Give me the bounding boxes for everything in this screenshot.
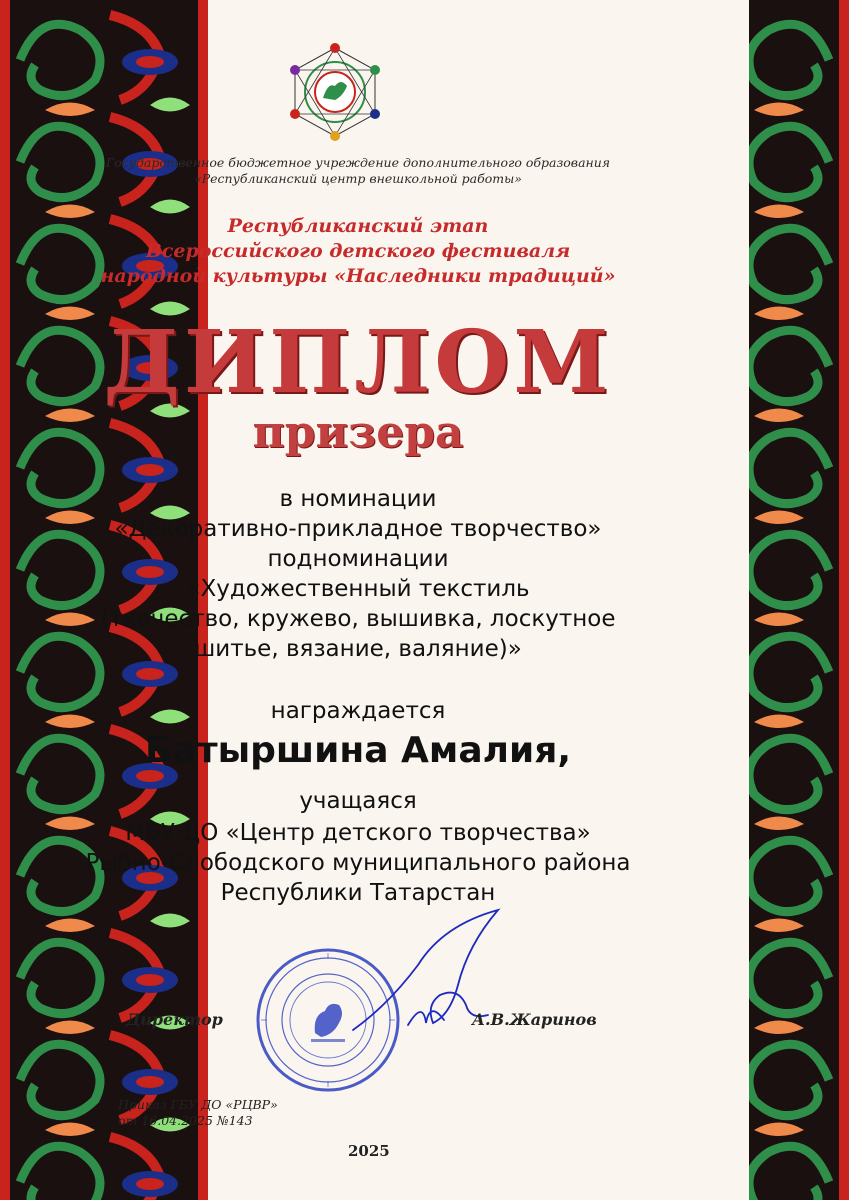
recipient-role: учащаяся <box>299 788 417 814</box>
recipient-name: Батыршина Амалия, <box>144 730 572 771</box>
institution-line2: Рыбно-Слободского муниципального района <box>85 850 631 876</box>
awarded-label: награждается <box>270 698 446 724</box>
organization-line2: «Республиканский центр внешкольной работы» <box>194 171 522 186</box>
emblem-logo-icon <box>283 40 387 144</box>
signatory-name: А.В.Жаринов <box>472 1010 597 1029</box>
year: 2025 <box>348 1142 390 1160</box>
institution-block <box>58 818 658 908</box>
diploma-subtitle: призера <box>252 407 464 458</box>
nomination-line2: «Декоративно-прикладное творчество» <box>114 516 602 542</box>
nomination-line4: «Художественный текстиль <box>186 576 530 602</box>
signature-position-label: Директор <box>126 1010 223 1029</box>
organization-name <box>58 155 658 187</box>
order-line2: от 16.04.2025 №143 <box>118 1113 253 1128</box>
center-panel <box>85 0 749 1200</box>
event-line3: народной культуры «Наследники традиций» <box>100 265 616 287</box>
event-line1: Республиканский этап <box>227 215 489 237</box>
event-title <box>58 214 658 289</box>
event-line2: Всероссийского детского фестиваля <box>145 240 571 262</box>
content-area <box>58 0 658 1200</box>
order-reference <box>118 1097 278 1129</box>
diploma-title: ДИПЛОМ <box>103 312 613 413</box>
institution-line1: МБУ ДО «Центр детского творчества» <box>125 820 591 846</box>
organization-line1: Государственное бюджетное учреждение дополнительного образования <box>105 155 611 170</box>
nomination-line6: шитье, вязание, валяние)» <box>194 636 522 662</box>
nomination-line3: подноминации <box>267 546 449 572</box>
nomination-line1: в номинации <box>279 486 437 512</box>
nomination-block <box>58 484 658 664</box>
nomination-line5: (ткачество, кружево, вышивка, лоскутное <box>100 606 616 632</box>
order-line1: Приказ ГБУ ДО «РЦВР» <box>118 1097 278 1112</box>
institution-line3: Республики Татарстан <box>220 880 496 906</box>
